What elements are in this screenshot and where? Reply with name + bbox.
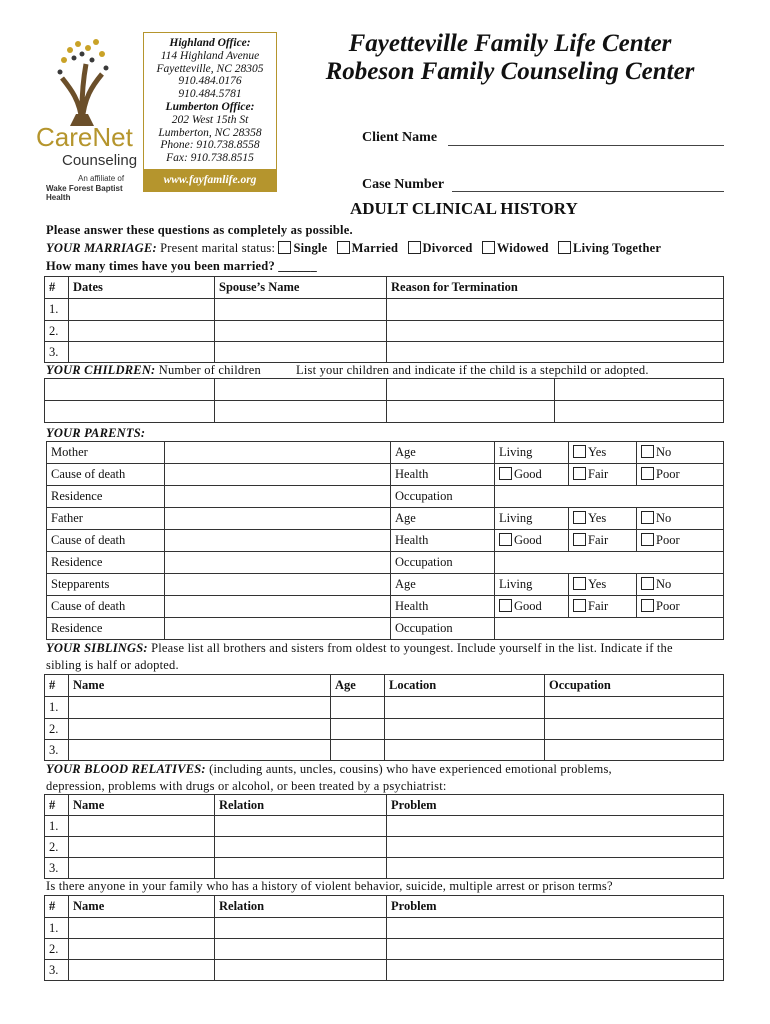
cell[interactable] <box>165 552 391 574</box>
marriage-heading: YOUR MARRIAGE: <box>46 241 157 255</box>
table-row <box>45 379 724 401</box>
table-row <box>45 960 724 981</box>
checkbox-label: Good <box>514 533 542 547</box>
cell[interactable] <box>69 918 215 939</box>
cell[interactable] <box>165 618 391 640</box>
office-line: Fayetteville, NC 28305 <box>156 62 264 75</box>
col-header: Name <box>69 675 331 697</box>
cell[interactable] <box>387 379 555 401</box>
cell[interactable] <box>165 442 391 464</box>
cell[interactable] <box>545 697 724 719</box>
children-count-label: Number of children <box>158 363 261 377</box>
parent-row <box>47 618 724 640</box>
cell[interactable] <box>387 321 724 342</box>
col-header: # <box>45 675 69 697</box>
row-number: 3. <box>45 858 69 879</box>
residence-label: Residence <box>47 486 165 508</box>
center-title-1: Fayetteville Family Life Center <box>348 30 672 57</box>
checkbox-label: Fair <box>588 467 609 481</box>
row-number: 1. <box>45 816 69 837</box>
office-line: 910.484.0176 <box>178 75 242 88</box>
siblings-heading: YOUR SIBLINGS: <box>46 641 148 655</box>
checkbox[interactable] <box>641 599 654 612</box>
cell[interactable] <box>69 816 215 837</box>
violent-history-table <box>44 895 724 981</box>
intro-text: Please answer these questions as completely as possible. <box>46 223 353 237</box>
checkbox-cell <box>637 442 724 464</box>
checkbox-label: No <box>656 445 672 459</box>
brand-sub: Counseling <box>62 152 138 169</box>
checkbox-cell <box>495 596 569 618</box>
case-number-field[interactable] <box>452 191 724 192</box>
cell[interactable] <box>69 837 215 858</box>
siblings-text: Please list all brothers and sisters from oldest to youngest. Include yourself in the list. Indicate if the <box>151 641 673 655</box>
cell[interactable] <box>215 321 387 342</box>
cell[interactable] <box>165 486 391 508</box>
checkbox-cell <box>637 574 724 596</box>
marital-status-label: Present marital status: <box>160 241 276 255</box>
cause-label: Cause of death <box>47 596 165 618</box>
checkbox-label: Yes <box>588 511 607 525</box>
office-line: Phone: 910.738.8558 <box>160 139 260 152</box>
children-heading: YOUR CHILDREN: <box>46 363 156 377</box>
children-row <box>46 363 261 378</box>
checkbox-label: Fair <box>588 533 609 547</box>
table-row <box>45 939 724 960</box>
col-header: # <box>45 795 69 816</box>
parent-row <box>47 486 724 508</box>
marital-status-row <box>46 241 661 256</box>
age-label: Age <box>391 574 495 596</box>
living-label: Living <box>495 574 569 596</box>
parent-label: Mother <box>47 442 165 464</box>
age-label: Age <box>391 508 495 530</box>
row-number: 2. <box>45 837 69 858</box>
siblings-table <box>44 674 724 761</box>
cell[interactable] <box>69 697 331 719</box>
cell[interactable] <box>385 740 545 761</box>
checkbox[interactable] <box>558 241 571 254</box>
website-link[interactable]: www.fayfamlife.org <box>144 169 276 191</box>
cell[interactable] <box>555 379 724 401</box>
center-title-2: Robeson Family Counseling Center <box>325 58 695 85</box>
col-header: Spouse’s Name <box>215 277 387 299</box>
cell[interactable] <box>69 960 215 981</box>
office-info <box>143 32 277 192</box>
cell[interactable] <box>387 858 724 879</box>
cell[interactable] <box>69 719 331 740</box>
col-header: Problem <box>387 896 724 918</box>
table-row <box>45 918 724 939</box>
parent-row <box>47 574 724 596</box>
brand-name: CareNet <box>36 122 133 152</box>
cell[interactable] <box>69 342 215 363</box>
parent-row <box>47 530 724 552</box>
cell[interactable] <box>165 464 391 486</box>
cell[interactable] <box>387 939 724 960</box>
status-label: Married <box>351 241 399 255</box>
cell[interactable] <box>165 574 391 596</box>
office-line: Lumberton, NC 28358 <box>158 126 262 139</box>
row-number: 2. <box>45 939 69 960</box>
affiliate-line1: An affiliate of <box>78 174 125 183</box>
parent-row <box>47 508 724 530</box>
cell[interactable] <box>45 401 215 423</box>
cell[interactable] <box>165 530 391 552</box>
checkbox-cell <box>569 508 637 530</box>
table-header-row <box>45 896 724 918</box>
checkbox-label: Poor <box>656 467 680 481</box>
table-row <box>45 321 724 342</box>
parent-row <box>47 596 724 618</box>
checkbox-cell <box>495 530 569 552</box>
occupation-label: Occupation <box>391 618 495 640</box>
checkbox[interactable] <box>573 511 586 524</box>
cell[interactable] <box>331 697 385 719</box>
cause-label: Cause of death <box>47 464 165 486</box>
col-header: Relation <box>215 795 387 816</box>
checkbox[interactable] <box>641 577 654 590</box>
cell[interactable] <box>495 618 724 640</box>
checkbox-label: Poor <box>656 599 680 613</box>
marriage-table <box>44 276 724 363</box>
occupation-label: Occupation <box>391 486 495 508</box>
checkbox[interactable] <box>641 445 654 458</box>
parent-label: Father <box>47 508 165 530</box>
checkbox[interactable] <box>573 533 586 546</box>
row-number: 2. <box>45 321 69 342</box>
cell[interactable] <box>69 939 215 960</box>
checkbox[interactable] <box>573 467 586 480</box>
checkbox-label: No <box>656 511 672 525</box>
row-number: 3. <box>45 740 69 761</box>
status-label: Divorced <box>422 241 473 255</box>
checkbox-label: Good <box>514 599 542 613</box>
cell[interactable] <box>165 508 391 530</box>
health-label: Health <box>391 530 495 552</box>
cell[interactable] <box>331 740 385 761</box>
cell[interactable] <box>385 719 545 740</box>
row-number: 1. <box>45 697 69 719</box>
row-number: 2. <box>45 719 69 740</box>
checkbox-cell <box>637 464 724 486</box>
cell[interactable] <box>215 299 387 321</box>
carenet-logo <box>30 30 142 200</box>
times-married-question: How many times have you been married? ______ <box>46 259 317 273</box>
checkbox[interactable] <box>499 533 512 546</box>
checkbox-cell <box>569 464 637 486</box>
siblings-instruction <box>46 640 726 674</box>
row-number: 1. <box>45 918 69 939</box>
cell[interactable] <box>69 321 215 342</box>
blood-relatives-table <box>44 794 724 879</box>
cell[interactable] <box>555 401 724 423</box>
checkbox-cell <box>569 596 637 618</box>
col-header: Reason for Termination <box>387 277 724 299</box>
case-number-label: Case Number <box>362 177 445 192</box>
parents-table <box>46 441 724 640</box>
cell[interactable] <box>69 858 215 879</box>
cell[interactable] <box>215 939 387 960</box>
status-label: Living Together <box>573 241 662 255</box>
checkbox[interactable] <box>573 577 586 590</box>
col-header: # <box>45 277 69 299</box>
cell[interactable] <box>387 837 724 858</box>
col-header: Problem <box>387 795 724 816</box>
cell[interactable] <box>215 960 387 981</box>
checkbox-cell <box>569 574 637 596</box>
checkbox-label: Good <box>514 467 542 481</box>
cell[interactable] <box>387 918 724 939</box>
checkbox-label: Yes <box>588 445 607 459</box>
blood-relatives-heading: YOUR BLOOD RELATIVES: <box>46 762 206 776</box>
parent-row <box>47 464 724 486</box>
row-number: 1. <box>45 299 69 321</box>
checkbox[interactable] <box>482 241 495 254</box>
table-header-row <box>45 675 724 697</box>
cell[interactable] <box>387 960 724 981</box>
checkbox[interactable] <box>573 599 586 612</box>
checkbox[interactable] <box>499 467 512 480</box>
violent-history-question: Is there anyone in your family who has a history of violent behavior, suicide, multiple arrest or prison terms? <box>46 879 613 893</box>
col-header: Occupation <box>545 675 724 697</box>
table-row <box>45 342 724 363</box>
blood-relatives-text: (including aunts, uncles, cousins) who have experienced emotional problems, <box>209 762 612 776</box>
blood-relatives-instruction <box>46 761 726 795</box>
checkbox-label: Poor <box>656 533 680 547</box>
checkbox-cell <box>637 508 724 530</box>
cell[interactable] <box>495 552 724 574</box>
health-label: Health <box>391 464 495 486</box>
status-label: Single <box>293 241 328 255</box>
cell[interactable] <box>331 719 385 740</box>
blood-relatives-text-2: depression, problems with drugs or alcohol, or been treated by a psychiatrist: <box>46 779 447 793</box>
table-row <box>45 299 724 321</box>
col-header: Dates <box>69 277 215 299</box>
parent-row <box>47 442 724 464</box>
client-name-field[interactable] <box>448 145 724 146</box>
cell[interactable] <box>45 379 215 401</box>
cell[interactable] <box>165 596 391 618</box>
checkbox[interactable] <box>573 445 586 458</box>
cell[interactable] <box>69 740 331 761</box>
table-row <box>45 697 724 719</box>
office-line: Fax: 910.738.8515 <box>166 152 254 165</box>
siblings-text-2: sibling is half or adopted. <box>46 658 179 672</box>
residence-label: Residence <box>47 618 165 640</box>
cell[interactable] <box>215 918 387 939</box>
checkbox[interactable] <box>499 599 512 612</box>
checkbox[interactable] <box>408 241 421 254</box>
age-label: Age <box>391 442 495 464</box>
cell[interactable] <box>215 816 387 837</box>
affiliate-line2: Wake Forest Baptist Health <box>46 184 123 202</box>
cell[interactable] <box>215 858 387 879</box>
cell[interactable] <box>215 379 387 401</box>
cell[interactable] <box>387 401 555 423</box>
cell[interactable] <box>387 342 724 363</box>
parent-label: Stepparents <box>47 574 165 596</box>
table-row <box>45 858 724 879</box>
table-row <box>45 740 724 761</box>
office-line: 114 Highland Avenue <box>160 49 260 62</box>
checkbox-label: Fair <box>588 599 609 613</box>
checkbox-cell <box>495 464 569 486</box>
office-line: 910.484.5781 <box>178 88 242 101</box>
cell[interactable] <box>385 697 545 719</box>
checkbox[interactable] <box>641 533 654 546</box>
cell[interactable] <box>69 299 215 321</box>
table-row <box>45 837 724 858</box>
checkbox[interactable] <box>278 241 291 254</box>
checkbox-label: No <box>656 577 672 591</box>
col-header: Age <box>331 675 385 697</box>
occupation-label: Occupation <box>391 552 495 574</box>
checkbox-label: Yes <box>588 577 607 591</box>
parents-heading: YOUR PARENTS: <box>46 426 146 440</box>
form-title: ADULT CLINICAL HISTORY <box>350 199 578 218</box>
col-header: Location <box>385 675 545 697</box>
row-number: 3. <box>45 342 69 363</box>
checkbox-cell <box>637 530 724 552</box>
status-label: Widowed <box>496 241 549 255</box>
table-row <box>45 401 724 423</box>
office-line: 202 West 15th St <box>171 113 249 126</box>
cell[interactable] <box>215 401 387 423</box>
col-header: # <box>45 896 69 918</box>
children-instruction: List your children and indicate if the child is a stepchild or adopted. <box>296 363 649 377</box>
cause-label: Cause of death <box>47 530 165 552</box>
checkbox[interactable] <box>337 241 350 254</box>
office-heading-2: Lumberton Office: <box>165 100 255 113</box>
health-label: Health <box>391 596 495 618</box>
cell[interactable] <box>387 299 724 321</box>
cell[interactable] <box>495 486 724 508</box>
col-header: Name <box>69 795 215 816</box>
col-header: Relation <box>215 896 387 918</box>
cell[interactable] <box>215 837 387 858</box>
cell[interactable] <box>215 342 387 363</box>
table-header-row <box>45 795 724 816</box>
checkbox-cell <box>637 596 724 618</box>
office-heading-1: Highland Office: <box>169 37 251 49</box>
cell[interactable] <box>387 816 724 837</box>
checkbox[interactable] <box>641 511 654 524</box>
checkbox[interactable] <box>641 467 654 480</box>
parent-row <box>47 552 724 574</box>
children-table <box>44 378 724 423</box>
cell[interactable] <box>545 740 724 761</box>
living-label: Living <box>495 442 569 464</box>
checkbox-cell <box>569 530 637 552</box>
cell[interactable] <box>545 719 724 740</box>
table-row <box>45 816 724 837</box>
client-name-label: Client Name <box>362 130 438 145</box>
table-header-row <box>45 277 724 299</box>
residence-label: Residence <box>47 552 165 574</box>
row-number: 3. <box>45 960 69 981</box>
living-label: Living <box>495 508 569 530</box>
col-header: Name <box>69 896 215 918</box>
table-row <box>45 719 724 740</box>
checkbox-cell <box>569 442 637 464</box>
